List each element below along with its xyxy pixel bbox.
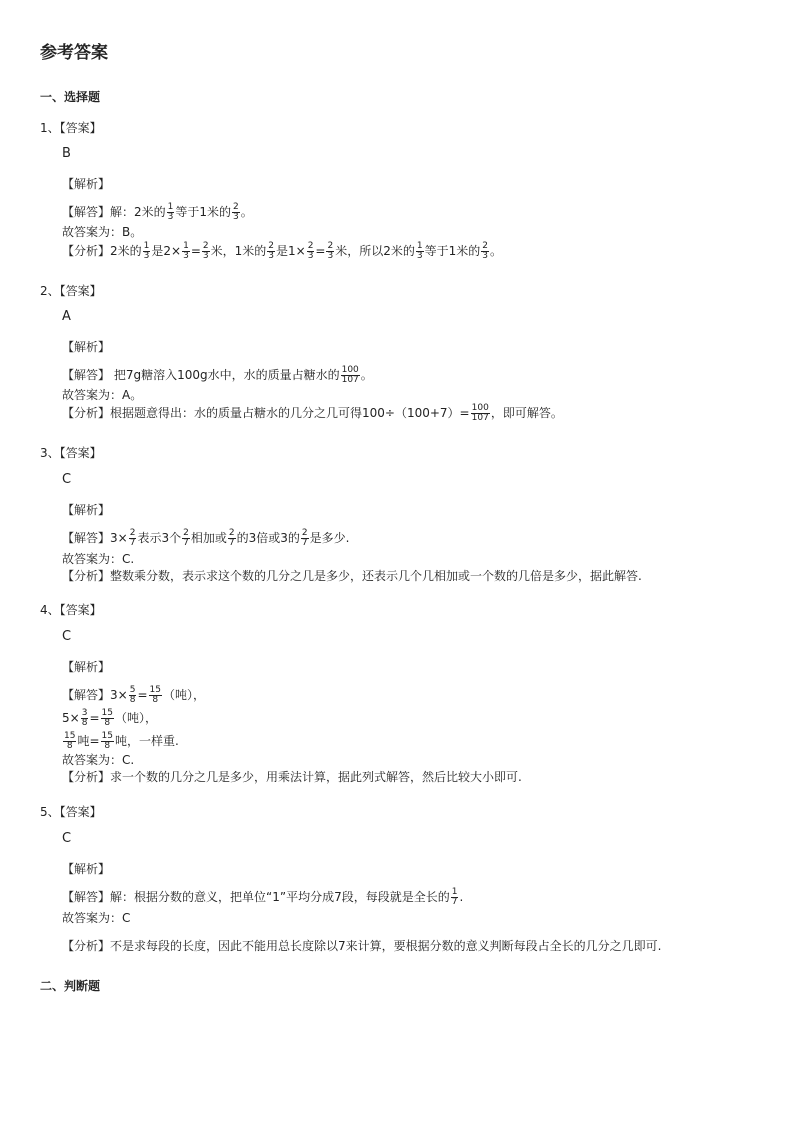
fraction: $\frac{2}{3}$ [233,202,239,222]
question-4-answer-label: 4、【答案】 [40,603,102,617]
fraction: $\frac{100}{107}$ [341,365,359,385]
question-1-conclusion: 故答案为：B。 [62,225,143,239]
question-5-conclusion: 故答案为：C [62,911,131,925]
question-3-conclusion: 故答案为：C. [62,552,135,566]
fraction: $\frac{2}{3}$ [307,241,314,261]
question-3-analysis-label: 【解析】 [62,503,111,517]
fraction: $\frac{1}{3}$ [416,241,423,261]
question-5-answer: C [62,831,72,846]
question-5-reasoning: 【分析】不是求每段的长度，因此不能用总长度除以7来计算，要根据分数的意义判断每段占全长的几分之几即可. [62,939,662,953]
fraction: $\frac{2}{7}$ [183,528,189,548]
fraction: $\frac{1}{3}$ [143,241,150,261]
question-4-solution-line-1: 【解答】3× $\frac{5}{8}$ = $\frac{15}{8}$ （吨）， [62,685,205,705]
question-1-analysis-label: 【解析】 [62,177,111,191]
fraction: $\frac{3}{8}$ [81,708,88,728]
fraction: $\frac{2}{7}$ [301,528,308,548]
question-2-answer: A [62,309,71,324]
question-5-analysis-label: 【解析】 [62,862,111,876]
question-5-solution: 【解答】解：根据分数的意义，把单位“1”平均分成7段，每段就是全长的 $\frac{1}{7}$ . [62,887,464,907]
fraction: $\frac{15}{8}$ [101,708,113,728]
fraction: $\frac{2}{3}$ [482,241,488,261]
fraction: $\frac{2}{3}$ [202,241,209,261]
question-4-reasoning: 【分析】求一个数的几分之几是多少，用乘法计算，据此列式解答，然后比较大小即可. [62,770,522,784]
question-1-answer: B [62,146,71,161]
question-2-answer-label: 2、【答案】 [40,284,102,298]
question-2-conclusion: 故答案为：A。 [62,388,143,402]
question-3-answer-label: 3、【答案】 [40,446,102,460]
question-4-answer: C [62,629,72,644]
question-4-analysis-label: 【解析】 [62,660,111,674]
fraction: $\frac{15}{8}$ [101,731,113,751]
question-5-answer-label: 5、【答案】 [40,805,102,819]
question-4-solution-line-2: 5× $\frac{3}{8}$ = $\frac{15}{8}$ （吨）， [62,708,157,728]
fraction: $\frac{2}{7}$ [228,528,235,548]
fraction: $\frac{1}{3}$ [167,202,174,222]
question-2-analysis-label: 【解析】 [62,340,111,354]
fraction: $\frac{100}{107}$ [471,403,489,423]
question-3-solution: 【解答】3× $\frac{2}{7}$ 表示3个 $\frac{2}{7}$ 相加或 $\frac{2}{7}$ 的3倍或3的 $\frac{2}{7}$ 是多少. [62,528,350,548]
fraction: $\frac{5}{8}$ [129,685,136,705]
question-1-answer-label: 1、【答案】 [40,121,102,135]
fraction: $\frac{2}{3}$ [327,241,334,261]
question-1-solution: 【解答】解：2米的 $\frac{1}{3}$ 等于1米的 $\frac{2}{3}$ 。 [62,202,253,222]
fraction: $\frac{2}{7}$ [129,528,136,548]
fraction: $\frac{1}{3}$ [183,241,189,261]
question-2-solution: 【解答】 把7g糖溶入100g水中，水的质量占糖水的 $\frac{100}{107}$ 。 [62,365,373,385]
fraction: $\frac{1}{7}$ [451,887,458,907]
question-3-answer: C [62,472,72,487]
fraction: $\frac{15}{8}$ [64,731,76,751]
question-4-conclusion: 故答案为：C. [62,753,135,767]
question-4-solution-line-3: $\frac{15}{8}$ 吨= $\frac{15}{8}$ 吨，一样重. [64,731,179,751]
page-title: 参考答案 [40,43,108,63]
question-1-reasoning: 【分析】2米的 $\frac{1}{3}$ 是2× $\frac{1}{3}$ = $\frac{2}{3}$ 米，1米的 $\frac{2}{3}$ 是1× $\frac{2}{3}$ = $\frac{2}{3}$ 米，所以2米的 $\frac{1}{3}$ 等于1米的 $\frac{2}{3}$ 。 [62,241,502,261]
section-heading-true-false: 二、判断题 [40,979,101,993]
question-3-reasoning: 【分析】整数乘分数，表示求这个数的几分之几是多少，还表示几个几相加或一个数的几倍是多少，据此解答. [62,569,642,583]
question-2-reasoning: 【分析】根据题意得出：水的质量占糖水的几分之几可得100÷（100+7）= $\frac{100}{107}$ ，即可解答。 [62,403,563,423]
fraction: $\frac{2}{3}$ [268,241,274,261]
section-heading-choice: 一、选择题 [40,90,101,104]
fraction: $\frac{15}{8}$ [149,685,161,705]
